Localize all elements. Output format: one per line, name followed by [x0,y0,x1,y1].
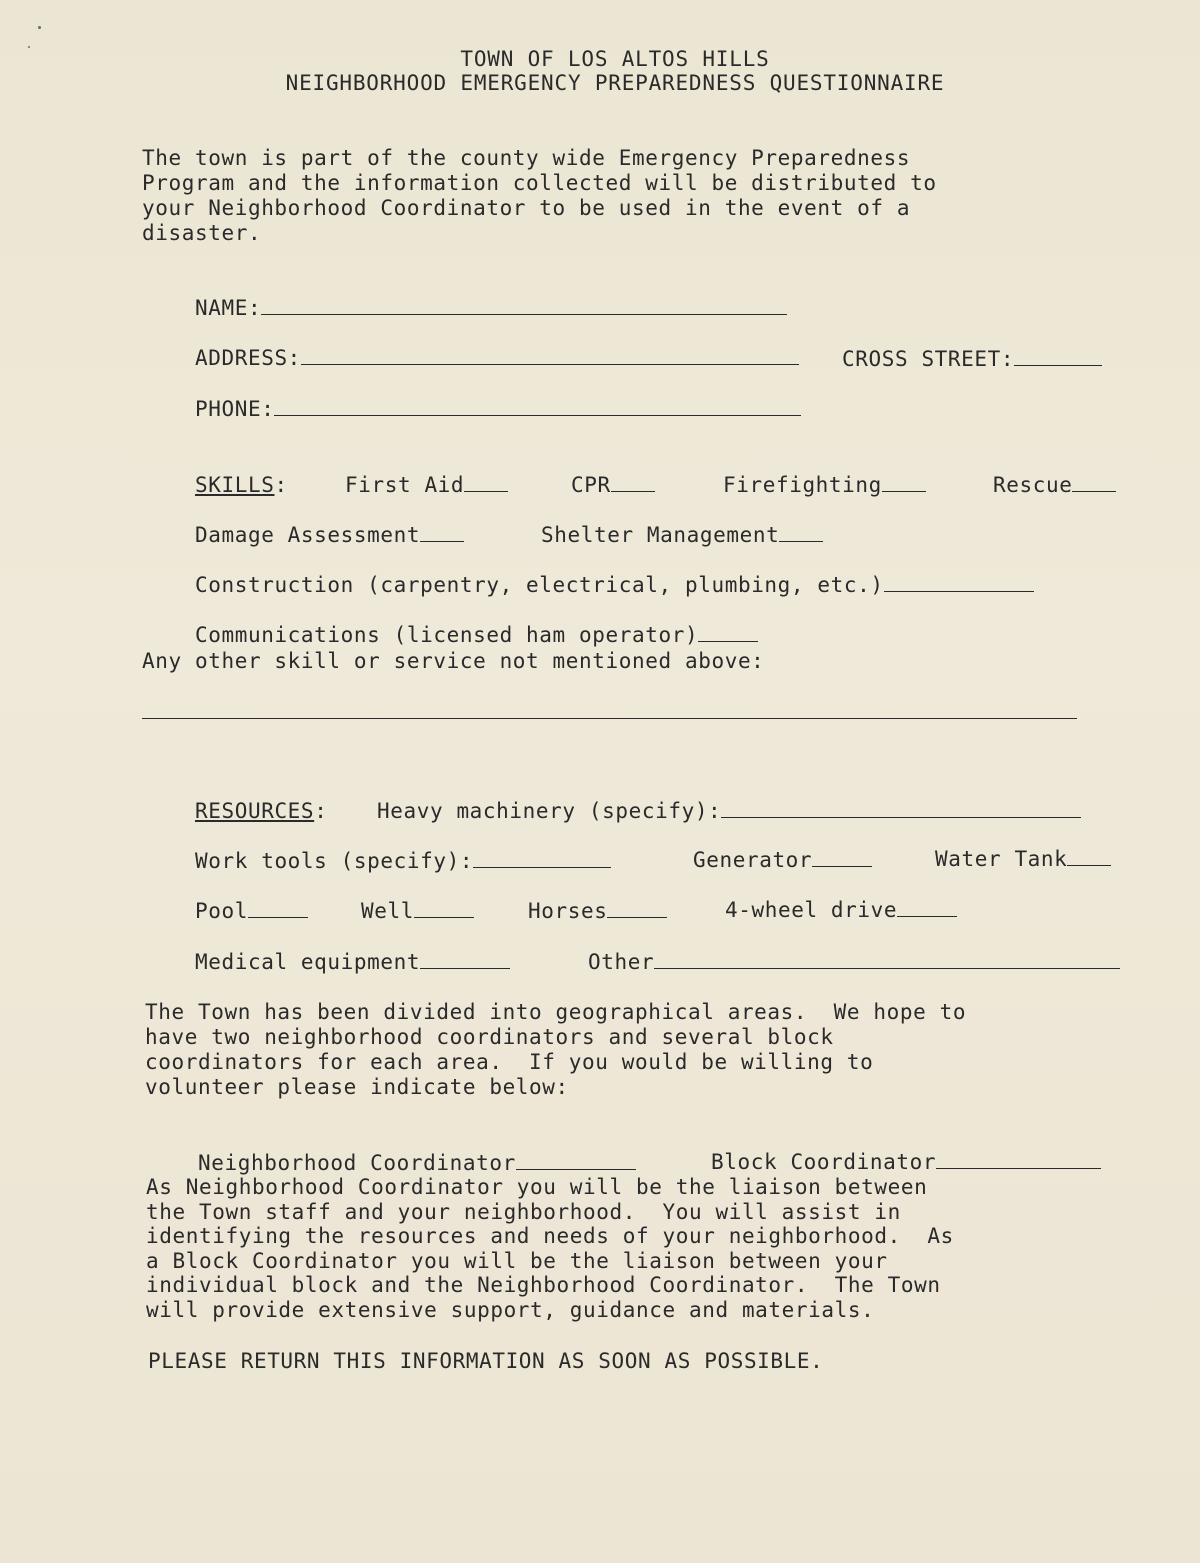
horses-field[interactable] [607,916,667,918]
roles-line-3: identifying the resources and needs of your neighborhood. As [146,1224,954,1248]
roles-line-5: individual block and the Neighborhood Coordinator. The Town [146,1273,941,1297]
intro-line-2: Program and the information collected will be distributed to [142,171,937,195]
pool-label: Pool [194,899,248,923]
neighborhood-coordinator-label: Neighborhood Coordinator [197,1151,516,1175]
name-label: NAME: [194,296,262,320]
generator-field[interactable] [812,865,872,867]
shelter-management-label: Shelter Management [540,523,780,547]
communications-label: Communications (licensed ham operator) [194,623,699,647]
intro-line-3: your Neighborhood Coordinator to be used in the event of a [142,196,911,220]
rescue-label: Rescue [992,473,1073,497]
cross-street-label: CROSS STREET: [841,347,1015,371]
neighborhood-coordinator-field[interactable] [516,1168,636,1170]
roles-line-4: a Block Coordinator you will be the liaison between your [146,1249,888,1273]
water-tank-label: Water Tank [934,847,1068,871]
generator-label: Generator [692,848,813,872]
other-resource-item [535,925,1120,1000]
damage-assessment-label: Damage Assessment [194,523,421,547]
name-field[interactable] [261,313,787,315]
cross-street-row [789,322,1102,397]
cpr-field[interactable] [611,490,655,492]
other-skill-prompt: Any other skill or service not mentioned above: [142,649,765,673]
construction-field[interactable] [884,590,1034,592]
four-wheel-drive-label: 4-wheel drive [724,898,898,922]
intro-line-4: disaster. [142,221,262,245]
block-coordinator-field[interactable] [936,1167,1101,1169]
first-aid-label: First Aid [344,473,465,497]
address-field[interactable] [301,363,799,365]
volunteer-line-4: volunteer please indicate below: [145,1075,569,1099]
shelter-management-field[interactable] [779,540,823,542]
roles-line-1: As Neighborhood Coordinator you will be the liaison between [146,1175,928,1199]
resources-heading-row: RESOURCES: [194,799,328,823]
medical-equipment-item [142,925,510,1000]
firefighting-field[interactable] [882,490,926,492]
heavy-machinery-label: Heavy machinery (specify): [376,799,722,823]
firefighting-label: Firefighting [722,473,882,497]
intro-line-1: The town is part of the county wide Emergency Preparedness [142,146,911,170]
damage-assessment-field[interactable] [420,540,464,542]
communications-field[interactable] [698,640,758,642]
skills-heading: SKILLS [194,473,275,497]
volunteer-line-3: coordinators for each area. If you would be willing to [145,1050,874,1074]
first-aid-field[interactable] [464,490,508,492]
block-coordinator-label: Block Coordinator [710,1150,937,1174]
header-town: TOWN OF LOS ALTOS HILLS [460,47,770,71]
water-tank-field[interactable] [1067,864,1111,866]
construction-label: Construction (carpentry, electrical, plumbing, etc.) [194,573,884,597]
other-resource-field[interactable] [654,967,1120,969]
heavy-machinery-field[interactable] [721,816,1081,818]
rescue-item [940,448,1116,523]
work-tools-label: Work tools (specify): [194,849,474,873]
other-skill-field[interactable] [142,718,1077,719]
cpr-label: CPR [570,473,611,497]
phone-row [142,372,801,447]
volunteer-line-1: The Town has been divided into geographical areas. We hope to [145,1000,967,1024]
paper-speck [38,26,41,29]
four-wheel-drive-field[interactable] [897,915,957,917]
phone-label: PHONE: [194,397,275,421]
horses-label: Horses [527,899,608,923]
phone-field[interactable] [274,414,801,416]
well-label: Well [360,899,414,923]
rescue-field[interactable] [1072,490,1116,492]
skills-row-1: SKILLS: [194,473,288,497]
closing-instruction: PLEASE RETURN THIS INFORMATION AS SOON AS POSSIBLE. [148,1349,824,1373]
roles-line-2: the Town staff and your neighborhood. You will assist in [146,1200,901,1224]
roles-line-6: will provide extensive support, guidance and materials. [146,1298,875,1322]
volunteer-line-2: have two neighborhood coordinators and several block [145,1025,834,1049]
work-tools-field[interactable] [473,866,611,868]
medical-equipment-label: Medical equipment [194,950,421,974]
pool-field[interactable] [248,916,308,918]
header-form-title: NEIGHBORHOOD EMERGENCY PREPAREDNESS QUESTIONNAIRE [285,71,945,95]
address-label: ADDRESS: [194,346,301,370]
resources-heading: RESOURCES [194,799,315,823]
other-resource-label: Other [587,950,655,974]
medical-equipment-field[interactable] [420,967,510,969]
well-field[interactable] [414,916,474,918]
cross-street-field[interactable] [1014,364,1102,366]
